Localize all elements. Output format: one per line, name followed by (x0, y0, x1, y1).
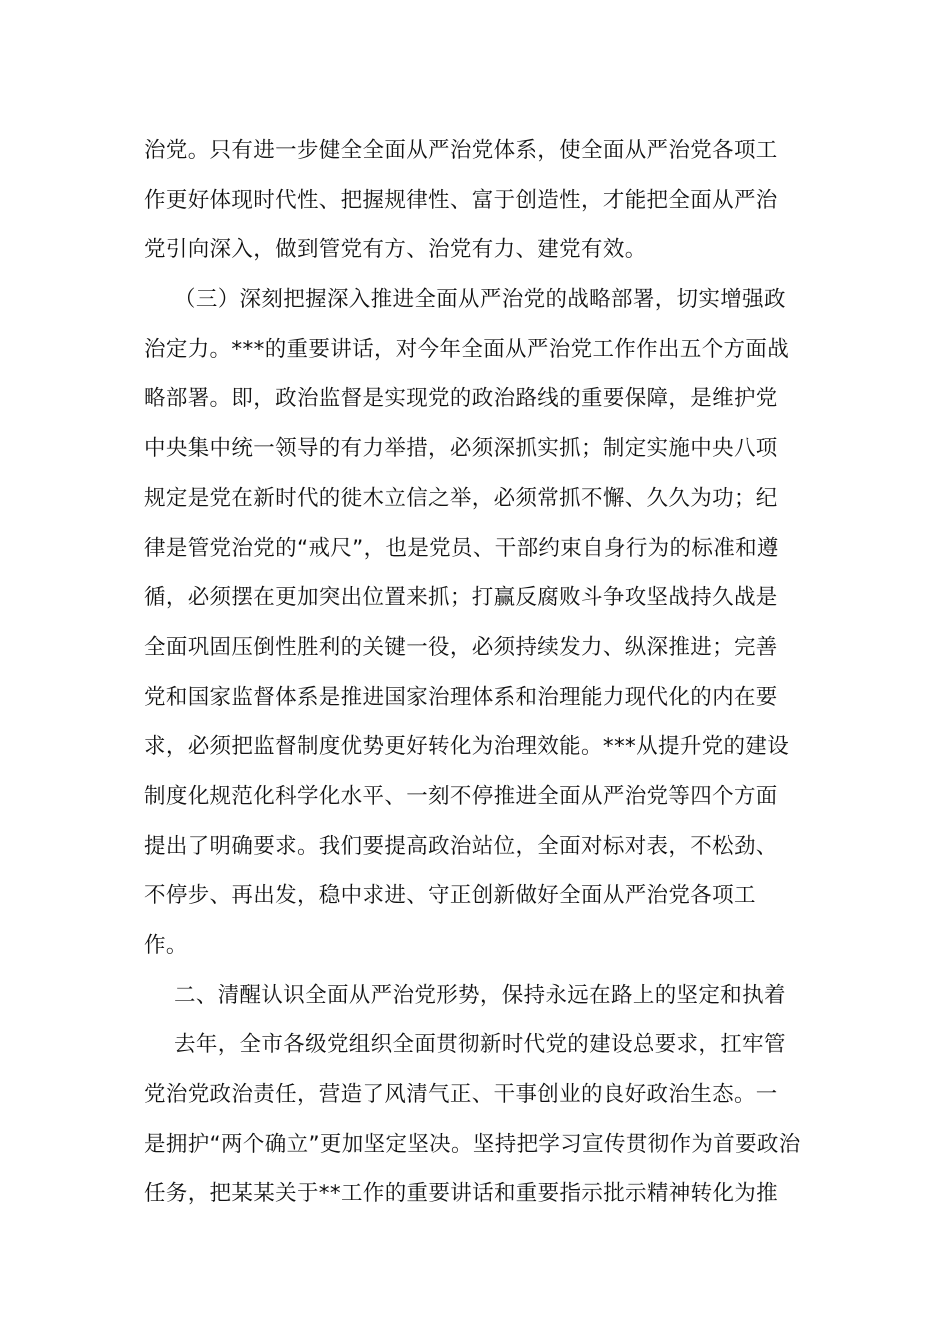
text-line: 作更好体现时代性、把握规律性、富于创造性，才能把全面从严治 (144, 187, 778, 213)
text-line: 全面巩固压倒性胜利的关键一役，必须持续发力、纵深推进；完善 (144, 634, 778, 660)
document-body (144, 126, 808, 1219)
text-line: 略部署。即，政治监督是实现党的政治路线的重要保障，是维护党 (144, 386, 778, 412)
text-line: 规定是党在新时代的徙木立信之举，必须常抓不懈、久久为功；纪 (144, 485, 778, 511)
text-line: 中央集中统一领导的有力举措，必须深抓实抓；制定实施中央八项 (144, 436, 778, 462)
text-line: 不停步、再出发，稳中求进、守正创新做好全面从严治党各项工 (144, 883, 756, 909)
text-line: 党引向深入，做到管党有方、治党有力、建党有效。 (144, 237, 647, 263)
text-line: 循，必须摆在更加突出位置来抓；打赢反腐败斗争攻坚战持久战是 (144, 585, 778, 611)
paragraph-start-line: 去年，全市各级党组织全面贯彻新时代党的建设总要求，扛牢管 (174, 1032, 786, 1058)
text-line: 制度化规范化科学化水平、一刻不停推进全面从严治党等四个方面 (144, 783, 778, 809)
text-line: 治党。只有进一步健全全面从严治党体系，使全面从严治党各项工 (144, 138, 778, 163)
text-line: 治定力。***的重要讲话，对今年全面从严治党工作作出五个方面战 (144, 336, 790, 362)
text-line: 作。 (144, 933, 188, 958)
section-heading-line: 二、清醒认识全面从严治党形势，保持永远在路上的坚定和执着 (174, 982, 786, 1008)
text-line: 提出了明确要求。我们要提高政治站位，全面对标对表，不松劲、 (144, 833, 778, 859)
text-line: 任务，把某某关于**工作的重要讲话和重要指示批示精神转化为推 (144, 1181, 779, 1207)
text-line: 党和国家监督体系是推进国家治理体系和治理能力现代化的内在要 (144, 684, 778, 710)
text-line: 党治党政治责任，营造了风清气正、干事创业的良好政治生态。一 (144, 1082, 778, 1108)
text-line: 律是管党治党的“戒尺”，也是党员、干部约束自身行为的标准和遵 (144, 535, 779, 561)
text-line: 是拥护“两个确立”更加坚定坚决。坚持把学习宣传贯彻作为首要政治 (144, 1131, 801, 1157)
text-line: 求，必须把监督制度优势更好转化为治理效能。***从提升党的建设 (144, 734, 790, 760)
section-heading-line: （三）深刻把握深入推进全面从严治党的战略部署，切实增强政 (174, 287, 786, 313)
